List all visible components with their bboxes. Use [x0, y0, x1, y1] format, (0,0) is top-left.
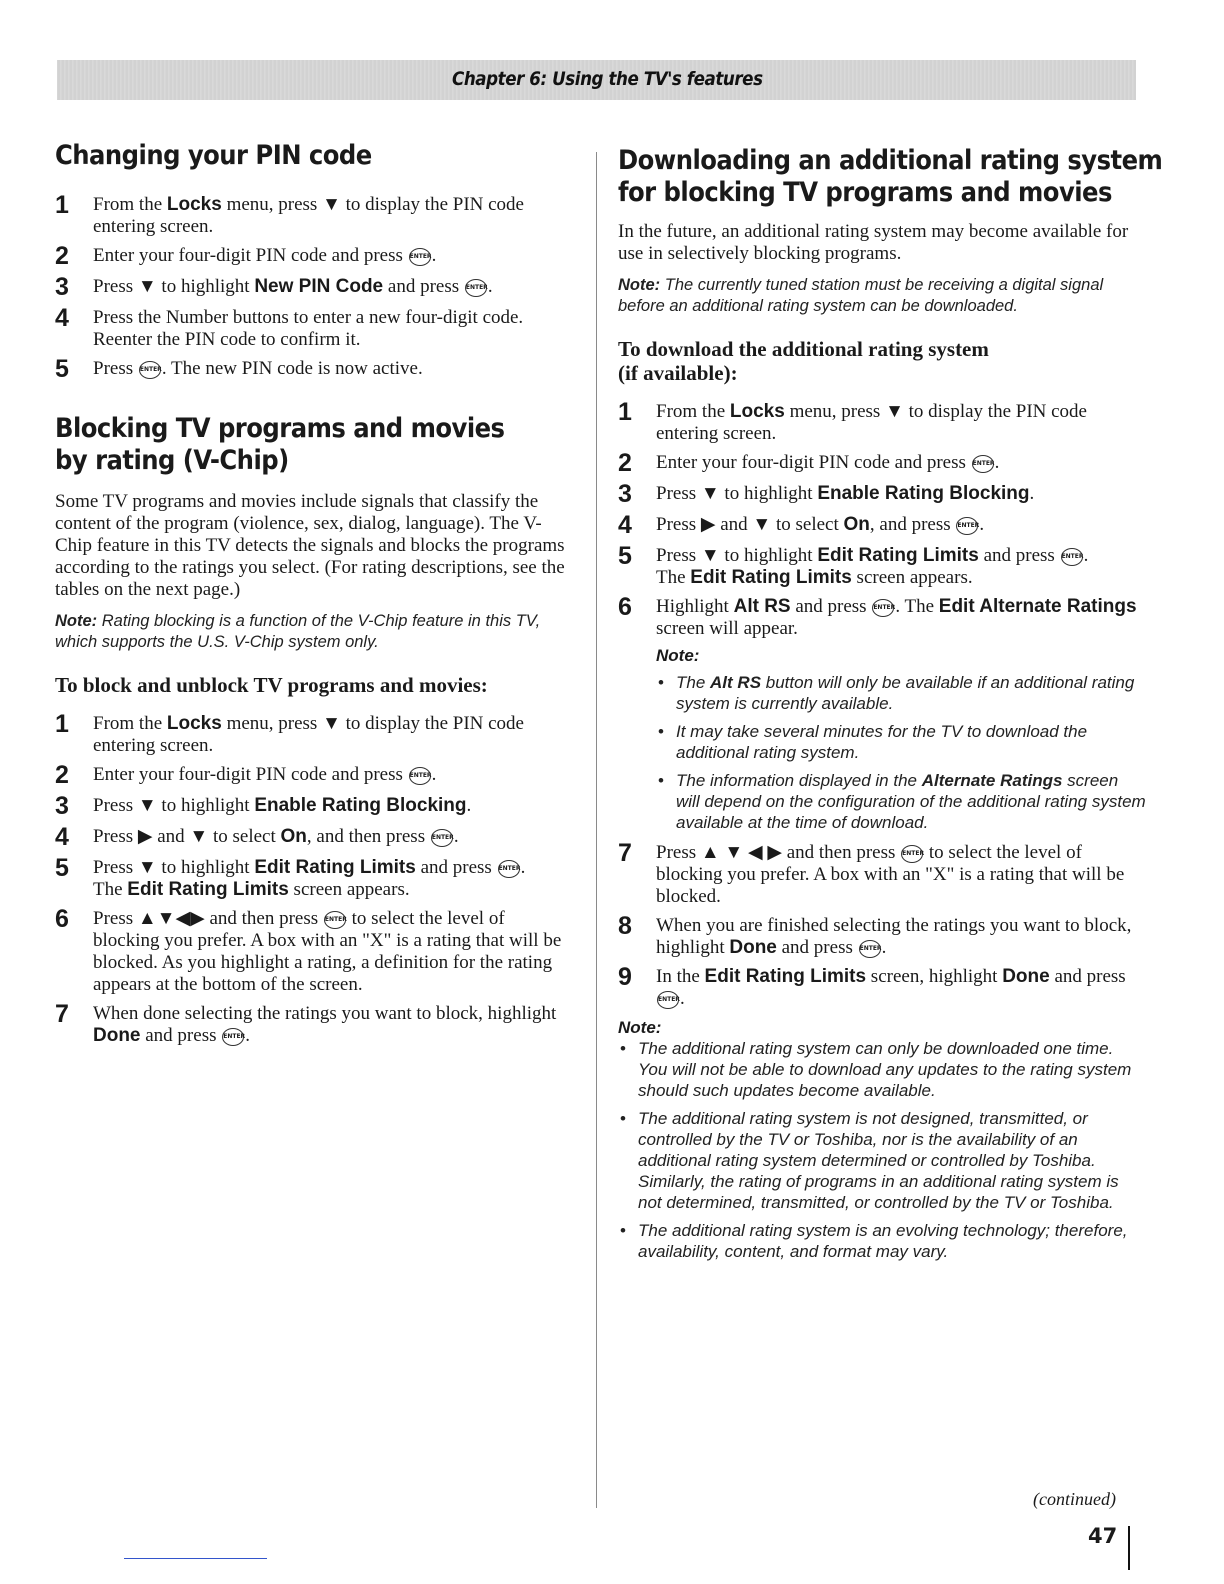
step-text: From the Locks menu, press ▼ to display the PIN code entering screen.: [93, 713, 524, 756]
column-divider: [596, 152, 597, 1508]
step: [618, 512, 1146, 538]
step: [618, 964, 1146, 1010]
step-text: Press the Number buttons to enter a new four-digit code. Reenter the PIN code to confirm it.: [93, 307, 524, 350]
enter-button-icon: ENTER: [1061, 548, 1083, 566]
vchip-section-title-line2: by rating (V-Chip): [55, 445, 289, 476]
step-number: 2: [618, 449, 632, 477]
pin-section-title: Changing your PIN code: [55, 140, 372, 171]
step-text: From the Locks menu, press ▼ to display the PIN code entering screen.: [656, 401, 1087, 444]
step-number: 3: [618, 480, 632, 508]
step-number: 1: [55, 710, 69, 738]
step: [618, 481, 1146, 507]
page-number: 47: [1088, 1524, 1118, 1548]
inner-note-block: [618, 646, 1146, 833]
right-column: [618, 145, 1163, 1269]
enter-button-icon: ENTER: [324, 911, 346, 929]
step-number: 4: [618, 511, 632, 539]
enter-button-icon: ENTER: [139, 361, 161, 379]
step-number: 1: [55, 191, 69, 219]
enter-button-icon: ENTER: [409, 767, 431, 785]
enter-button-icon: ENTER: [901, 845, 923, 863]
final-note-list: [618, 1038, 1146, 1262]
step-number: 4: [55, 823, 69, 851]
step: [55, 824, 575, 850]
vchip-note: Note: Rating blocking is a function of the V-Chip feature in this TV, which supports the U.S. V-Chip system only.: [55, 612, 541, 651]
step-text: Press ▼ to highlight Edit Rating Limits and press ENTER. The Edit Rating Limits screen appears.: [656, 545, 1089, 588]
step: [55, 855, 575, 901]
enter-button-icon: ENTER: [465, 279, 487, 297]
step: [55, 243, 575, 269]
download-note: Note: The currently tuned station must be receiving a digital signal before an additional rating system can be downloaded.: [618, 276, 1104, 315]
step-text: From the Locks menu, press ▼ to display the PIN code entering screen.: [93, 194, 524, 237]
step-number: 3: [55, 273, 69, 301]
pin-steps: [55, 192, 575, 382]
step-text: Enter your four-digit PIN code and press ENTER.: [93, 245, 437, 266]
chapter-title: Chapter 6: Using the TV's features: [452, 68, 763, 90]
step-number: 9: [618, 963, 632, 991]
step-number: 7: [55, 1000, 69, 1028]
download-subheading-line1: To download the additional rating system: [618, 337, 989, 361]
enter-button-icon: ENTER: [872, 599, 894, 617]
list-item: • The additional rating system is not designed, transmitted, or controlled by the TV or Toshiba, nor is the availability of an additional rating system determined or controlled by Toshiba. Similarly, the rating of programs in an additional rating system is not determined, transmitted, or controlled by the TV or Toshiba.: [618, 1108, 1146, 1213]
step-text: Press ▼ to highlight Enable Rating Blocking.: [93, 795, 472, 816]
step: [55, 793, 575, 819]
step-number: 2: [55, 242, 69, 270]
step: [618, 594, 1146, 640]
list-item: • It may take several minutes for the TV to download the additional rating system.: [656, 721, 1146, 763]
page-number-rule: [1128, 1526, 1130, 1570]
step-text: Press ENTER. The new PIN code is now active.: [93, 358, 423, 379]
step-number: 1: [618, 398, 632, 426]
step-number: 4: [55, 304, 69, 332]
step: [55, 762, 575, 788]
step-text: Enter your four-digit PIN code and press ENTER.: [93, 764, 437, 785]
vchip-steps: [55, 711, 575, 1047]
step-number: 5: [55, 355, 69, 383]
list-item: • The additional rating system can only be downloaded one time. You will not be able to download any updates to the rating system should such updates become available.: [618, 1038, 1146, 1101]
download-subheading-line2: (if available):: [618, 361, 738, 385]
download-section-title-line2: for blocking TV programs and movies: [618, 177, 1112, 208]
step-text: Press ▼ to highlight Enable Rating Blocking.: [656, 483, 1035, 504]
step: [618, 450, 1146, 476]
step-text: Press ▶ and ▼ to select On, and then press ENTER.: [93, 826, 459, 847]
step: [55, 192, 575, 238]
final-note-label: Note:: [618, 1018, 662, 1037]
inner-note-label: Note:: [656, 646, 700, 665]
left-column: [55, 140, 575, 1052]
step-text: Highlight Alt RS and press ENTER. The Edit Alternate Ratings screen will appear.: [656, 596, 1137, 639]
enter-button-icon: ENTER: [431, 829, 453, 847]
list-item: • The additional rating system is an evolving technology; therefore, availability, content, and format may vary.: [618, 1220, 1146, 1262]
step-text: Press ▼ to highlight Edit Rating Limits and press ENTER. The Edit Rating Limits screen appears.: [93, 857, 526, 900]
step-text: When done selecting the ratings you want to block, highlight Done and press ENTER.: [93, 1003, 557, 1046]
step-number: 8: [618, 912, 632, 940]
step-text: Press ▲ ▼ ◀ ▶ and then press ENTER to select the level of blocking you prefer. A box with an "X" is a rating that will be blocked.: [656, 842, 1125, 907]
step-number: 5: [55, 854, 69, 882]
step-text: In the Edit Rating Limits screen, highlight Done and press ENTER.: [656, 966, 1126, 1009]
step-text: Press ▼ to highlight New PIN Code and press ENTER.: [93, 276, 493, 297]
list-item: • The information displayed in the Alternate Ratings screen will depend on the configuration of the additional rating system available at the time of download.: [656, 770, 1146, 833]
step: [55, 711, 575, 757]
step-number: 7: [618, 839, 632, 867]
download-intro: In the future, an additional rating system may become available for use in selectively blocking programs.: [618, 221, 1129, 264]
vchip-section-title-line1: Blocking TV programs and movies: [55, 413, 505, 444]
step-text: Press ▲▼◀▶ and then press ENTER to select the level of blocking you prefer. A box with an "X" is a rating that will be blocked. As you highlight a rating, a definition for the rating appears at the bottom of the screen.: [93, 908, 562, 995]
download-section-title-line1: Downloading an additional rating system: [618, 145, 1163, 176]
step: [55, 1001, 575, 1047]
step: [618, 543, 1146, 589]
step-number: 2: [55, 761, 69, 789]
vchip-intro: Some TV programs and movies include signals that classify the content of the program (violence, sex, dialog, language). The V-Chip feature in this TV detects the signals and blocks the programs according to the ratings you select. (For rating descriptions, see the tables on the next page.): [55, 491, 565, 600]
enter-button-icon: ENTER: [657, 991, 679, 1009]
final-note-block: [618, 1018, 1146, 1262]
list-item: • The Alt RS button will only be available if an additional rating system is currently available.: [656, 672, 1146, 714]
step-text: Enter your four-digit PIN code and press ENTER.: [656, 452, 1000, 473]
step-number: 6: [618, 593, 632, 621]
inner-note-list: [656, 672, 1146, 833]
continued-label: (continued): [1033, 1489, 1116, 1509]
step: [618, 840, 1146, 908]
enter-button-icon: ENTER: [409, 248, 431, 266]
enter-button-icon: ENTER: [222, 1028, 244, 1046]
download-steps-continued: [618, 840, 1146, 1010]
step: [55, 274, 575, 300]
step-number: 6: [55, 905, 69, 933]
vchip-subheading: To block and unblock TV programs and movies:: [55, 673, 488, 697]
step: [618, 913, 1146, 959]
step: [55, 356, 575, 382]
footer-link-line: [124, 1558, 267, 1559]
enter-button-icon: ENTER: [498, 860, 520, 878]
enter-button-icon: ENTER: [859, 940, 881, 958]
step: [55, 906, 575, 996]
enter-button-icon: ENTER: [972, 455, 994, 473]
step: [618, 399, 1146, 445]
enter-button-icon: ENTER: [956, 517, 978, 535]
step-number: 3: [55, 792, 69, 820]
step-text: When you are finished selecting the ratings you want to block, highlight Done and press ENTER.: [656, 915, 1132, 958]
download-steps: [618, 399, 1146, 640]
step: [55, 305, 575, 351]
step-number: 5: [618, 542, 632, 570]
step-text: Press ▶ and ▼ to select On, and press ENTER.: [656, 514, 985, 535]
